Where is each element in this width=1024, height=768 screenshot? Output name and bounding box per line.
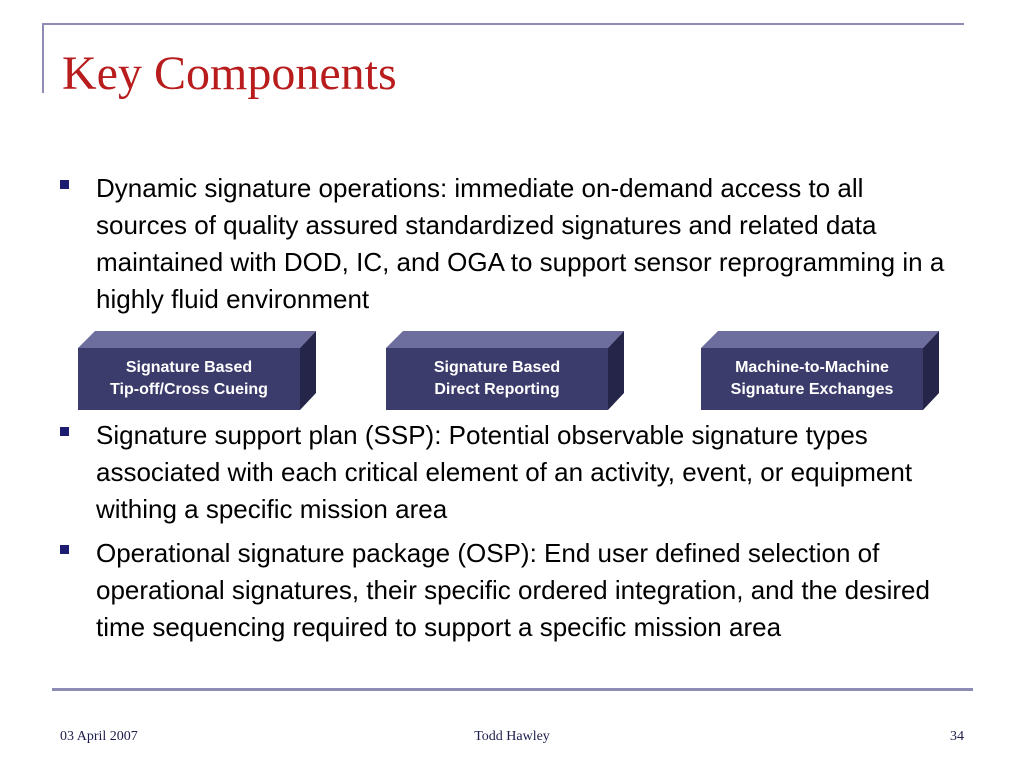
box-label xyxy=(386,348,608,410)
bullet-item-dynamic-signature-operations xyxy=(60,170,960,318)
box-label-line-1: Machine-to-Machine xyxy=(735,359,889,376)
footer-author: Todd Hawley xyxy=(474,729,550,744)
square-bullet-icon xyxy=(60,545,69,554)
footer-date: 03 April 2007 xyxy=(60,729,138,744)
bullet-text: Operational signature package (OSP): End user defined selection of operational signatures, their specific ordered integration, and the desired time sequencing required to support a specific mission area xyxy=(96,538,930,642)
left-frame-rule xyxy=(42,23,44,93)
square-bullet-icon xyxy=(60,180,69,189)
bullet-text: Signature support plan (SSP): Potential observable signature types associated with each critical element of an activity, event, or equipment withing a specific mission area xyxy=(96,420,913,524)
box-label-line-2: Direct Reporting xyxy=(434,381,560,398)
bullet-item-operational-signature-package xyxy=(60,535,960,646)
box-tip-off-cross-cueing xyxy=(78,331,316,410)
box-machine-to-machine xyxy=(701,331,939,410)
box-direct-reporting xyxy=(386,331,624,410)
footer-rule xyxy=(52,688,973,691)
box-label xyxy=(701,348,923,410)
bullet-text: Dynamic signature operations: immediate on-demand access to all sources of quality assured standardized signatures and related data maintained with DOD, IC, and OGA to support sensor reprogramming in a highly fluid environment xyxy=(96,173,945,314)
slide-title: Key Components xyxy=(62,47,397,100)
box-label-line-1: Signature Based xyxy=(433,359,561,376)
box-label-line-2: Tip-off/Cross Cueing xyxy=(110,381,268,398)
footer-page-number: 34 xyxy=(950,729,964,744)
box-label-line-1: Signature Based xyxy=(125,359,253,376)
square-bullet-icon xyxy=(60,427,69,436)
box-label-line-2: Signature Exchanges xyxy=(730,381,894,398)
top-frame-rule xyxy=(42,23,964,25)
box-label xyxy=(78,348,300,410)
bullet-item-signature-support-plan xyxy=(60,417,960,528)
